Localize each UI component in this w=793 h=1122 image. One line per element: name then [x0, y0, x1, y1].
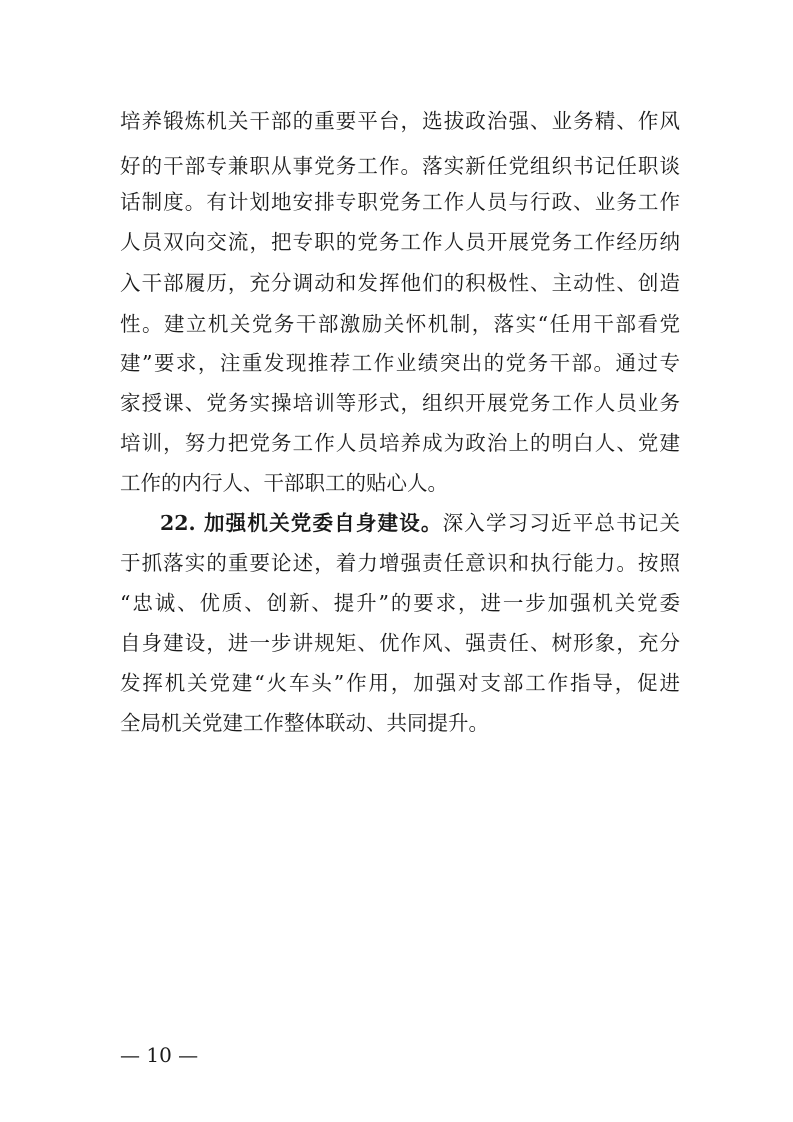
paragraph-2-line-4: 自身建设，进一步讲规矩、优作风、强责任、树形象，充分: [120, 631, 680, 655]
paragraph-2-line-6: 全局机关党建工作整体联动、共同提升。: [120, 711, 489, 735]
paragraph-1-line-2: 好的干部专兼职从事党务工作。落实新任党组织书记任职谈: [120, 154, 680, 178]
paragraph-2-line-3: “忠诚、优质、创新、提升”的要求，进一步加强机关党委: [120, 591, 680, 615]
paragraph-2-line-1: [160, 510, 680, 536]
paragraph-1-line-10: 工作的内行人、干部职工的贴心人。: [120, 471, 448, 495]
section-heading: 22. 加强机关党委自身建设。: [160, 511, 443, 535]
paragraph-1-line-9: 培训，努力把党务工作人员培养成为政治上的明白人、党建: [120, 431, 680, 455]
paragraph-1-line-6: 性。建立机关党务干部激励关怀机制，落实“任用干部看党: [120, 312, 680, 336]
paragraph-2-line-1-text: 深入学习习近平总书记关: [442, 511, 680, 535]
paragraph-1-line-4: 人员双向交流，把专职的党务工作人员开展党务工作经历纳: [120, 230, 680, 254]
paragraph-1-line-1: 培养锻炼机关干部的重要平台，选拔政治强、业务精、作风: [120, 109, 680, 133]
page-number: — 10 —: [120, 1043, 199, 1067]
paragraph-1-line-7: 建”要求，注重发现推荐工作业绩突出的党务干部。通过专: [120, 351, 680, 375]
paragraph-1-line-5: 入干部履历，充分调动和发挥他们的积极性、主动性、创造: [120, 271, 680, 295]
paragraph-2-line-5: 发挥机关党建“火车头”作用，加强对支部工作指导，促进: [120, 671, 680, 695]
paragraph-2-line-2: 于抓落实的重要论述，着力增强责任意识和执行能力。按照: [120, 551, 680, 575]
paragraph-1-line-3: 话制度。有计划地安排专职党务工作人员与行政、业务工作: [120, 190, 680, 214]
paragraph-1-line-8: 家授课、党务实操培训等形式，组织开展党务工作人员业务: [120, 391, 680, 415]
